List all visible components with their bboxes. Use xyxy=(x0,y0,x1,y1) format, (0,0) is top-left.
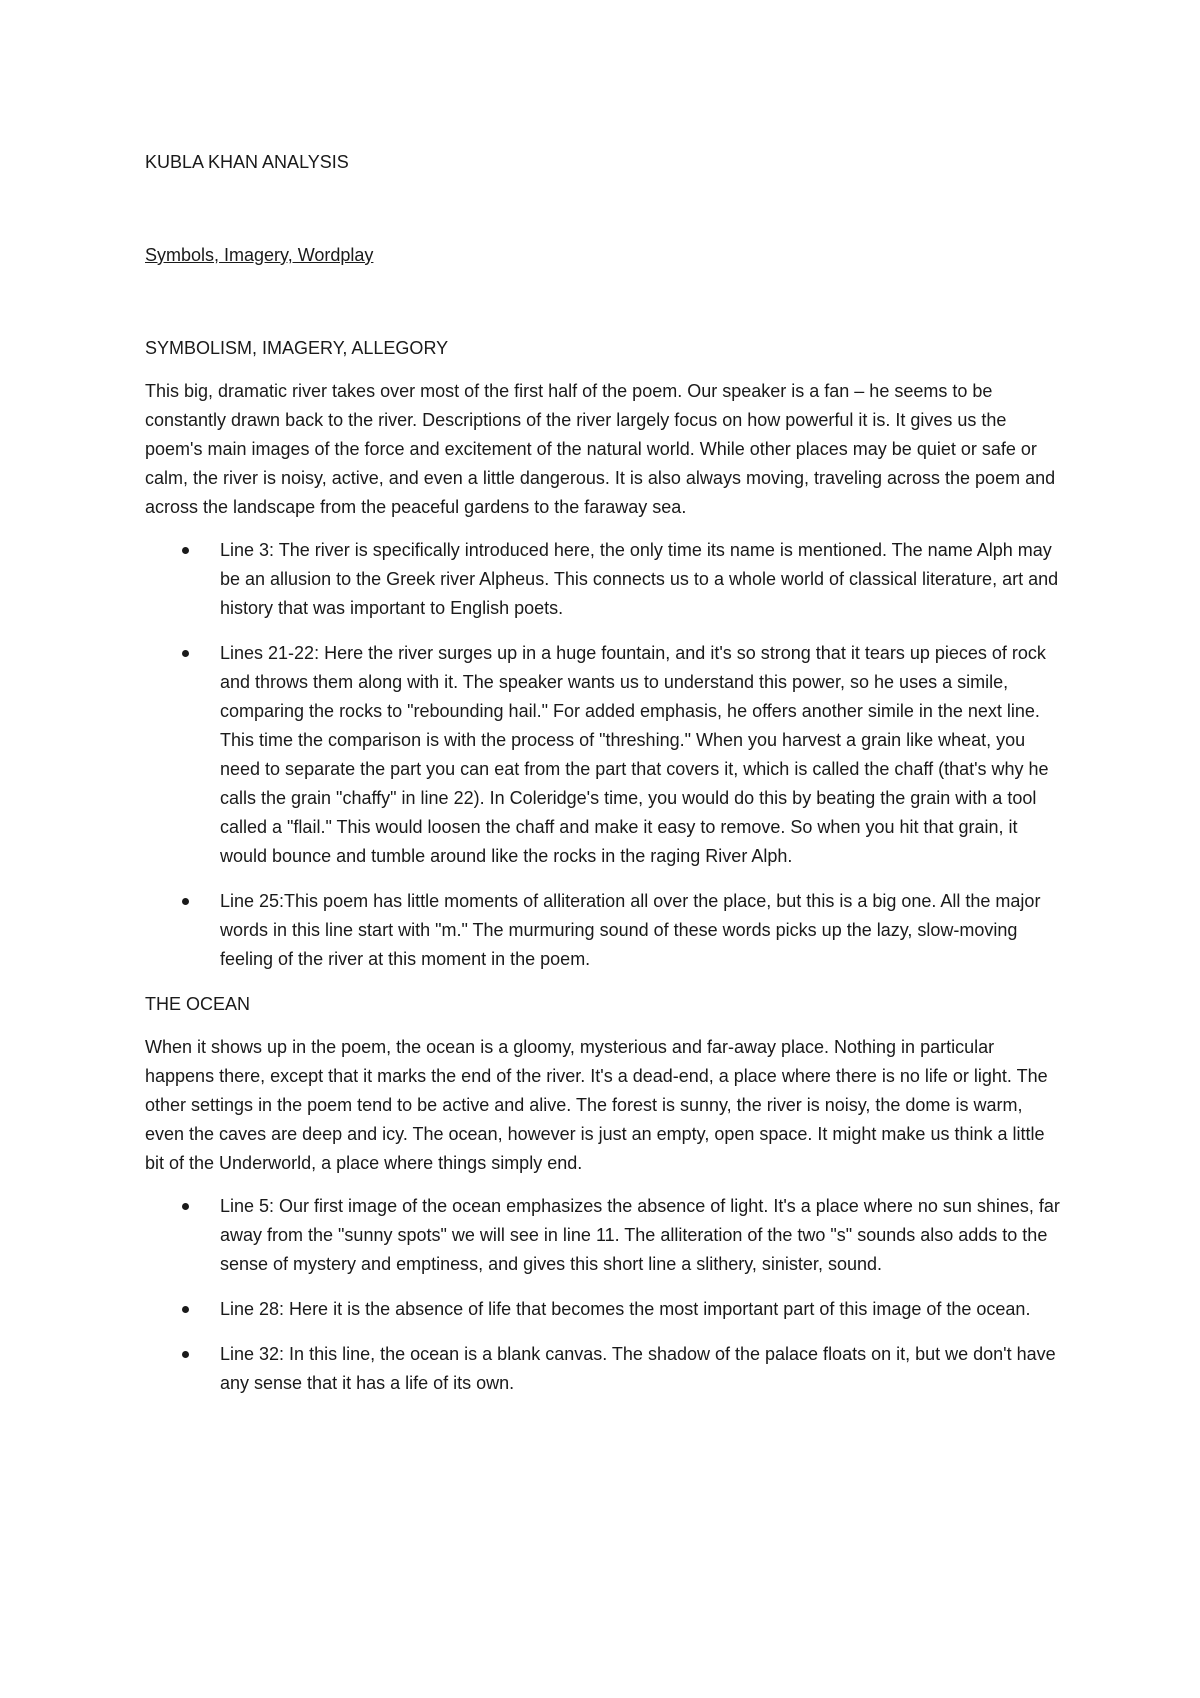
bullet-icon xyxy=(182,1306,189,1313)
section-paragraph-symbolism: This big, dramatic river takes over most of the first half of the poem. Our speaker is a fan – he seems to be constantly drawn back to the river. Descriptions of the river largely focus on how powerful it is. It gives us the poem's main images of the force and excitement of the natural world. While other places may be quiet or safe or calm, the river is noisy, active, and even a little dangerous. It is also always moving, traveling across the poem and across the landscape from the peaceful gardens to the faraway sea. xyxy=(145,381,1056,517)
list-item-text: Line 25:This poem has little moments of alliteration all over the place, but this is a big one. All the major words in this line start with "m." The murmuring sound of these words picks up the lazy, slow-moving feeling of the river at this moment in the poem. xyxy=(220,891,1041,969)
document-title: KUBLA KHAN ANALYSIS xyxy=(145,152,349,172)
bullet-icon xyxy=(182,547,189,554)
bullet-icon xyxy=(182,898,189,905)
list-item-text: Line 28: Here it is the absence of life that becomes the most important part of this image of the ocean. xyxy=(220,1299,1031,1319)
list-item-text: Line 32: In this line, the ocean is a blank canvas. The shadow of the palace floats on it, but we don't have any sense that it has a life of its own. xyxy=(220,1344,1056,1393)
bullet-icon xyxy=(182,1203,189,1210)
list-item-text: Lines 21-22: Here the river surges up in a huge fountain, and it's so strong that it tears up pieces of rock and throws them along with it. The speaker wants us to understand this power, so he uses a simile, comparing the rocks to "rebounding hail." For added emphasis, he offers another simile in the next line. This time the comparison is with the process of "threshing." When you harvest a grain like wheat, you need to separate the part you can eat from the part that covers it, which is called the chaff (that's why he calls the grain "chaffy" in line 22). In Coleridge's time, you would do this by beating the grain with a tool called a "flail." This would loosen the chaff and make it easy to remove. So when you hit that grain, it would bounce and tumble around like the rocks in the raging River Alph. xyxy=(220,643,1049,866)
list-item xyxy=(145,1340,1065,1398)
bullet-icon xyxy=(182,650,189,657)
document-subtitle: Symbols, Imagery, Wordplay xyxy=(145,245,374,265)
bullet-list-symbolism xyxy=(145,536,1065,974)
list-item xyxy=(145,639,1065,871)
list-item xyxy=(145,1192,1065,1279)
document-content xyxy=(145,148,1065,1414)
bullet-list-ocean xyxy=(145,1192,1065,1398)
list-item xyxy=(145,887,1065,974)
list-item xyxy=(145,536,1065,623)
section-heading-ocean: THE OCEAN xyxy=(145,994,251,1014)
list-item xyxy=(145,1295,1065,1324)
list-item-text: Line 3: The river is specifically introduced here, the only time its name is mentioned. The name Alph may be an allusion to the Greek river Alpheus. This connects us to a whole world of classical literature, art and history that was important to English poets. xyxy=(220,540,1059,618)
section-heading-symbolism: SYMBOLISM, IMAGERY, ALLEGORY xyxy=(145,338,449,358)
list-item-text: Line 5: Our first image of the ocean emphasizes the absence of light. It's a place where no sun shines, far away from the "sunny spots" we will see in line 11. The alliteration of the two "s" sounds also adds to the sense of mystery and emptiness, and gives this short line a slithery, sinister, sound. xyxy=(220,1196,1060,1274)
bullet-icon xyxy=(182,1351,189,1358)
section-paragraph-ocean: When it shows up in the poem, the ocean is a gloomy, mysterious and far-away place. Nothing in particular happens there, except that it marks the end of the river. It's a dead-end, a place where there is no life or light. The other settings in the poem tend to be active and alive. The forest is sunny, the river is noisy, the dome is warm, even the caves are deep and icy. The ocean, however is just an empty, open space. It might make us think a little bit of the Underworld, a place where things simply end. xyxy=(145,1037,1048,1173)
